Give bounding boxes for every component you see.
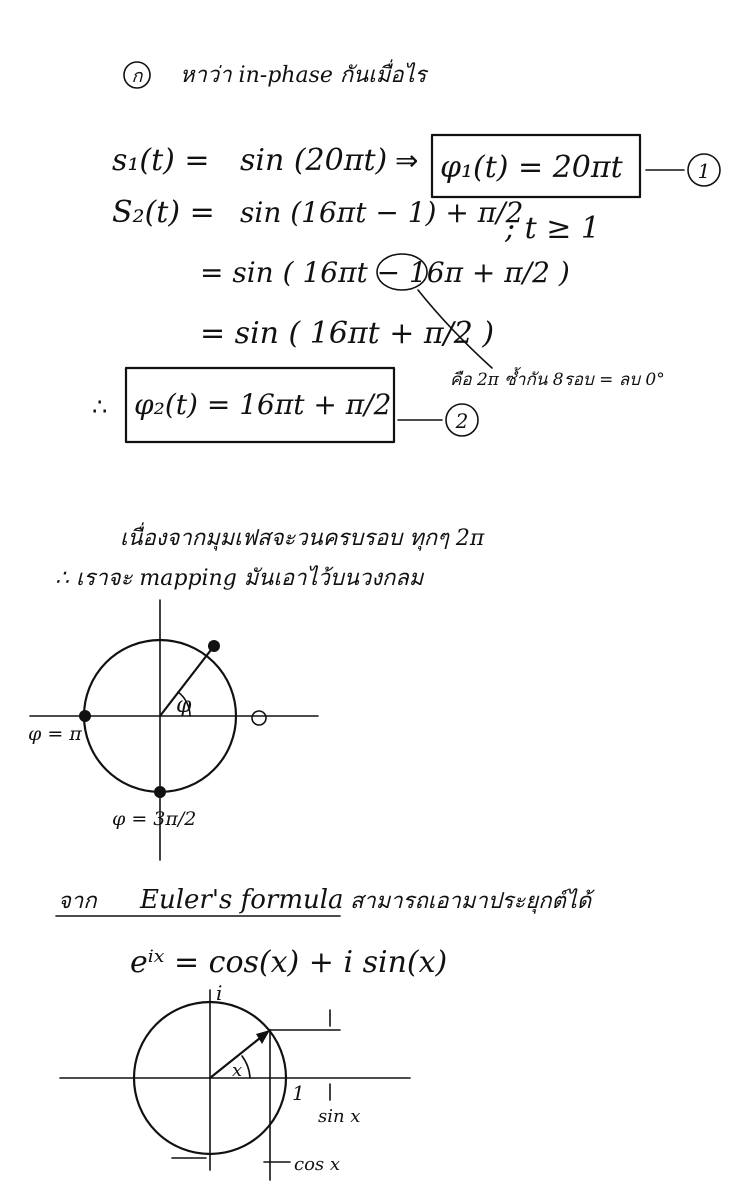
pi-label: φ = π [28, 723, 82, 745]
phi2-expression: φ₂(t) = 16πt + π/2 [134, 388, 392, 421]
equation-s1 [112, 135, 720, 197]
ref1-number: 1 [697, 159, 711, 183]
s2-line3: = sin ( 16πt + π/2 ) [200, 316, 495, 351]
one-label: 1 [292, 1081, 305, 1105]
explanation-line2: ∴ เราจะ mapping มันเอาไว้บนวงกลม [55, 566, 424, 591]
three-half-pi-label: φ = 3π/2 [112, 808, 197, 830]
s1-rhs: sin (20πt) [240, 143, 388, 178]
explanation [55, 522, 485, 591]
equation-s2 [112, 195, 665, 390]
pi-point [79, 710, 91, 722]
phase-point [208, 640, 220, 652]
annotation: คือ 2π ซ้ำกัน 8รอบ = ลบ 0° [450, 370, 665, 390]
zero-point [252, 711, 266, 725]
s2-lhs: S₂(t) = [112, 195, 215, 230]
phi-symbol: φ [176, 693, 192, 718]
ref2-number: 2 [455, 409, 469, 433]
euler-arrowhead [256, 1030, 270, 1044]
phase-circle-diagram [28, 600, 318, 860]
header-text: หาว่า in-phase กันเมื่อไร [180, 63, 427, 88]
item-number: ก [131, 66, 143, 87]
euler-circle-diagram [60, 981, 410, 1180]
equation-phi2 [92, 368, 478, 442]
implies-arrow: ⇒ [395, 144, 419, 177]
angle-x-label: x [232, 1060, 243, 1081]
s2-line1: sin (16πt − 1) + π/2 [240, 196, 524, 229]
phi1-expression: φ₁(t) = 20πt [440, 150, 623, 185]
euler-intro-rest: สามารถเอามาประยุกต์ได้ [350, 889, 592, 914]
euler-formula: eⁱˣ = cos(x) + i sin(x) [130, 945, 448, 980]
euler-intro [56, 885, 595, 980]
euler-formula-name: Euler's formula [140, 885, 344, 915]
therefore-symbol: ∴ [92, 393, 108, 421]
s2-condition: ; t ≥ 1 [505, 211, 600, 246]
euler-angle-arc [242, 1056, 250, 1078]
three-half-pi-point [154, 786, 166, 798]
explanation-line1: เนื่องจากมุมเฟสจะวนครบรอบ ทุกๆ 2π [120, 526, 485, 551]
s1-lhs: s₁(t) = [112, 143, 210, 178]
sin-label: sin x [318, 1106, 361, 1127]
s2-line2: = sin ( 16πt − 16π + π/2 ) [200, 256, 570, 289]
euler-intro-word: จาก [58, 889, 97, 914]
cos-label: cos x [294, 1154, 341, 1175]
header [124, 59, 430, 88]
axis-i-label: i [216, 981, 223, 1005]
